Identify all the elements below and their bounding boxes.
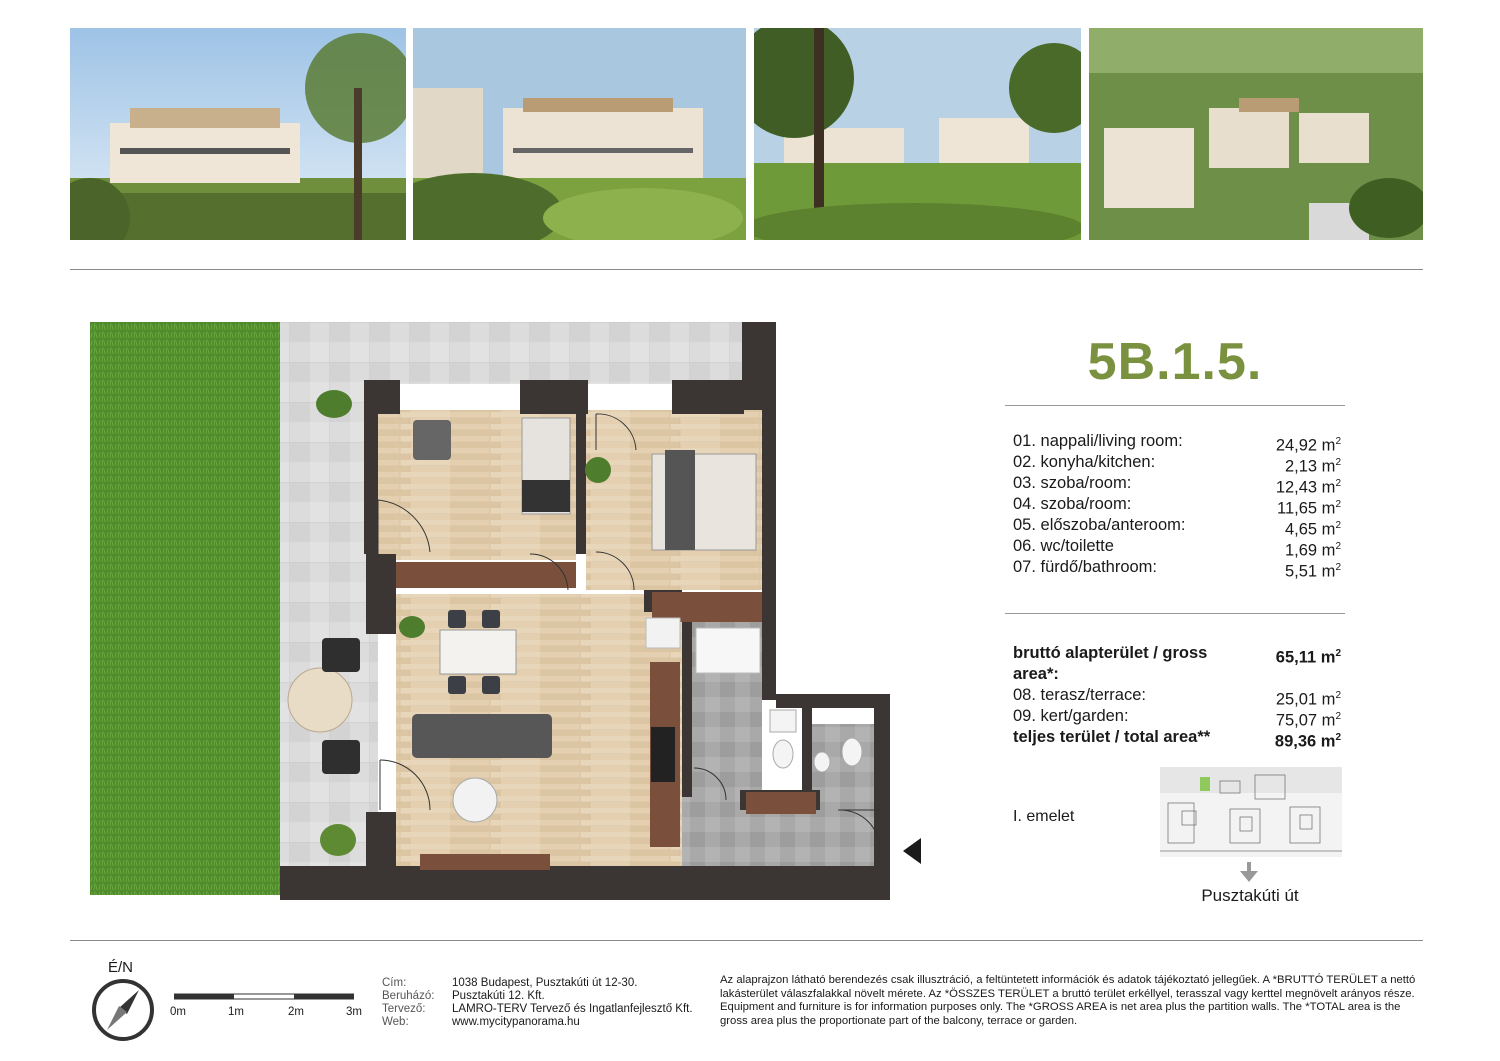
address-label: Cím: [382,977,407,989]
room-area: 24,92 $m^2$ [1275,436,1341,455]
compass-label: É/N [108,959,134,976]
compass-icon [91,978,155,1042]
floor-plan [90,322,920,900]
room-label: 03. szoba/room: [1013,474,1132,492]
entrance-arrow-icon [903,838,921,864]
scale-tick: 0m [170,1006,186,1018]
garden-label: 09. kert/garden: [1013,707,1129,725]
table-rule-mid [1005,613,1345,614]
room-label: 05. előszoba/anteroom: [1013,516,1186,534]
room-label: 07. fürdő/bathroom: [1013,558,1158,576]
address-value: 1038 Budapest, Pusztakúti út 12-30. [452,977,638,989]
terrace-value: 25,01 $m^2$ [1275,690,1341,709]
arrow-down-icon [1240,862,1258,882]
designer-value: LAMRO-TERV Tervező és Ingatlanfejlesztő Kft. [452,1003,693,1015]
investor-value: Pusztakúti 12. Kft. [452,990,545,1002]
room-area: 11,65 $m^2$ [1277,499,1341,518]
gross-area-value: 65,11 $m^2$ [1275,648,1341,667]
table-rule-top [1005,405,1345,406]
total-area-label: teljes terület / total area** [1013,728,1211,746]
bottom-divider [70,940,1423,941]
apartment-code: 5B.1.5. [1087,333,1263,391]
room-label: 02. konyha/kitchen: [1013,453,1156,471]
website-link[interactable]: www.mycitypanorama.hu [452,1016,580,1028]
room-area: 12,43 $m^2$ [1275,478,1341,497]
site-plan-thumbnail [1160,767,1342,857]
room-label: 06. wc/toilette [1013,537,1114,555]
gross-area-label: bruttó alapterület / gross [1013,644,1208,662]
designer-label: Tervező: [382,1003,426,1015]
room-label: 04. szoba/room: [1013,495,1132,513]
floor-level: I. emelet [1013,808,1075,825]
total-area-value: 89,36 $m^2$ [1274,732,1341,751]
room-area: 4,65 $m^2$ [1284,520,1341,539]
render-photo-2 [413,28,746,240]
room-area: 1,69 $m^2$ [1284,541,1341,560]
render-photo-4 [1089,28,1423,240]
garden-area [90,322,280,895]
street-name: Pusztakúti út [1201,886,1299,905]
scale-bar [174,992,354,1004]
disclaimer-text: Az alaprajzon látható berendezés csak illusztráció, a feltüntetett információk és adatok tájékoztató jellegűek. A *BRUTTÓ TERÜLET a nettó lakásterület válaszfalakkal növelt mérete. Az *ÖSSZES TERÜLET a bruttó terület erkéllyel, terasszal vagy kerttel megnövelt arányos része. Equipment and furniture is for information purposes only. The *GROSS AREA is net area plus the partition walls. The *TOTAL area is the gross area plus the proportionate part of the balcony, terrace or garden. [720,974,1416,1027]
scale-tick: 2m [288,1006,304,1018]
render-photo-1 [70,28,406,240]
render-photo-3 [754,28,1081,240]
scale-tick: 3m [346,1006,362,1018]
web-label: Web: [382,1016,409,1028]
garden-value: 75,07 $m^2$ [1275,711,1341,730]
scale-tick: 1m [228,1006,244,1018]
top-divider [70,269,1423,270]
room-label: 01. nappali/living room: [1013,432,1183,450]
room-area: 5,51 $m^2$ [1284,562,1341,581]
investor-label: Beruházó: [382,990,435,1002]
terrace-label: 08. terasz/terrace: [1013,686,1146,704]
room-area: 2,13 $m^2$ [1284,457,1341,476]
